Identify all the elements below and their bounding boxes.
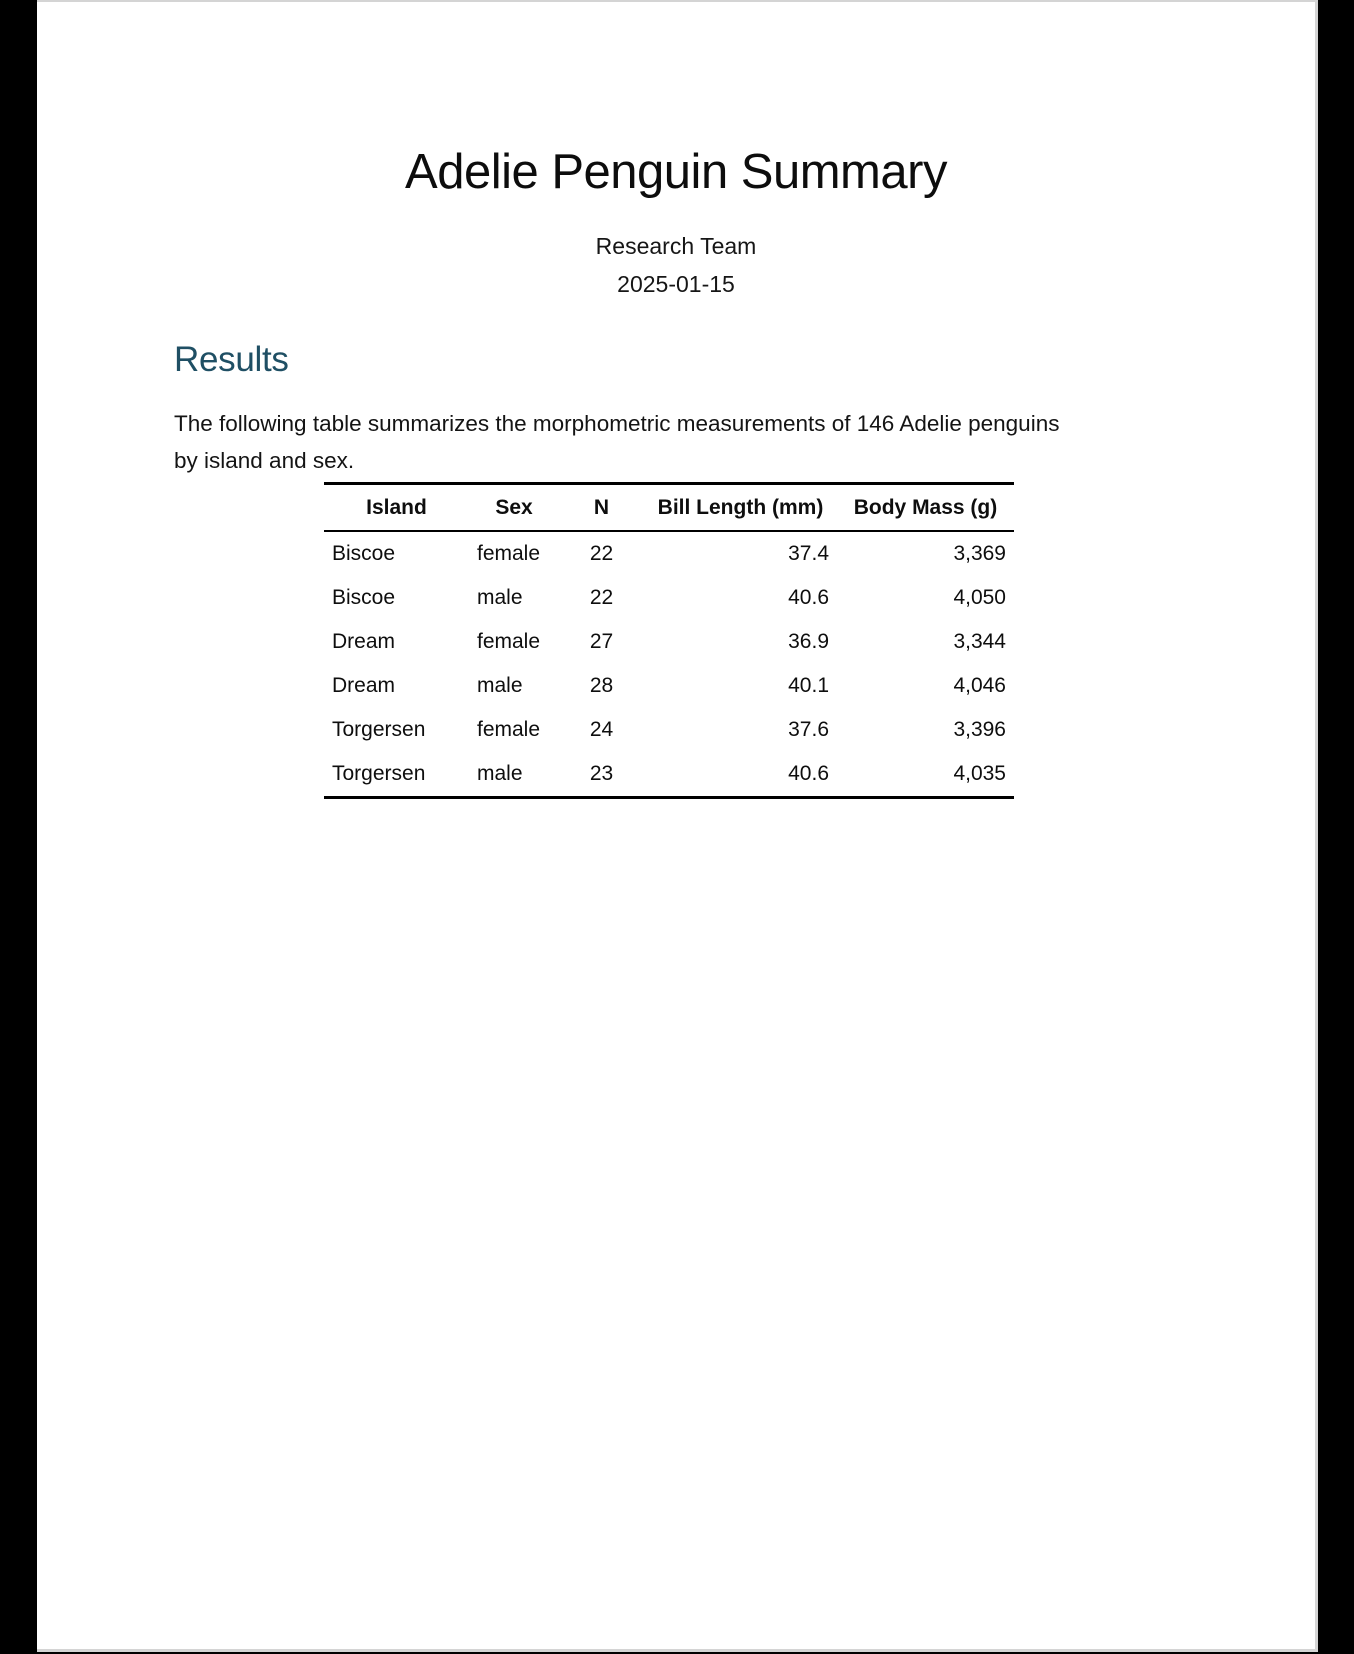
table-header-row xyxy=(324,484,1014,532)
cell-island: Biscoe xyxy=(332,586,396,609)
cell-body-mass: 3,396 xyxy=(953,718,1006,741)
cell-sex: female xyxy=(477,630,541,653)
cell-bill-length: 36.9 xyxy=(788,630,829,653)
cell-bill-length: 37.6 xyxy=(788,718,829,741)
table-row xyxy=(324,708,1014,752)
table-row xyxy=(324,531,1014,576)
column-header-island: Island xyxy=(324,484,469,532)
table-row xyxy=(324,752,1014,798)
cell-n: 27 xyxy=(589,630,614,653)
cell-sex: female xyxy=(477,542,541,565)
table-row xyxy=(324,620,1014,664)
column-header-body-mass: Body Mass (g) xyxy=(837,484,1014,532)
cell-bill-length: 40.6 xyxy=(788,762,829,785)
cell-island: Torgersen xyxy=(332,762,426,785)
cell-body-mass: 4,046 xyxy=(953,674,1006,697)
cell-body-mass: 3,369 xyxy=(953,542,1006,565)
cell-sex: male xyxy=(477,586,523,609)
cell-n: 22 xyxy=(589,542,614,565)
cell-bill-length: 40.1 xyxy=(788,674,829,697)
cell-sex: male xyxy=(477,762,523,785)
cell-n: 24 xyxy=(589,718,614,741)
cell-sex: female xyxy=(477,718,541,741)
cell-island: Dream xyxy=(332,674,396,697)
cell-bill-length: 37.4 xyxy=(788,542,829,565)
document-author: Research Team xyxy=(595,233,757,259)
cell-island: Biscoe xyxy=(332,542,396,565)
cell-n: 28 xyxy=(589,674,614,697)
document-title: Adelie Penguin Summary xyxy=(405,145,947,199)
body-paragraph xyxy=(174,405,1184,479)
cell-bill-length: 40.6 xyxy=(788,586,829,609)
cell-body-mass: 4,035 xyxy=(953,762,1006,785)
section-heading-results: Results xyxy=(174,340,289,379)
column-header-n: N xyxy=(559,484,644,532)
cell-body-mass: 4,050 xyxy=(953,586,1006,609)
cell-island: Torgersen xyxy=(332,718,426,741)
cell-island: Dream xyxy=(332,630,396,653)
table-row xyxy=(324,576,1014,620)
paragraph-line: The following table summarizes the morphometric measurements of 146 Adelie penguins xyxy=(174,411,1060,436)
paragraph-line: by island and sex. xyxy=(174,448,355,473)
column-header-sex: Sex xyxy=(469,484,559,532)
column-header-bill-length: Bill Length (mm) xyxy=(644,484,837,532)
document-date: 2025-01-15 xyxy=(617,271,735,297)
table-row xyxy=(324,664,1014,708)
cell-body-mass: 3,344 xyxy=(953,630,1006,653)
cell-sex: male xyxy=(477,674,523,697)
summary-table xyxy=(324,482,1014,799)
cell-n: 22 xyxy=(589,586,614,609)
cell-n: 23 xyxy=(589,762,614,785)
document-page xyxy=(37,0,1318,1652)
